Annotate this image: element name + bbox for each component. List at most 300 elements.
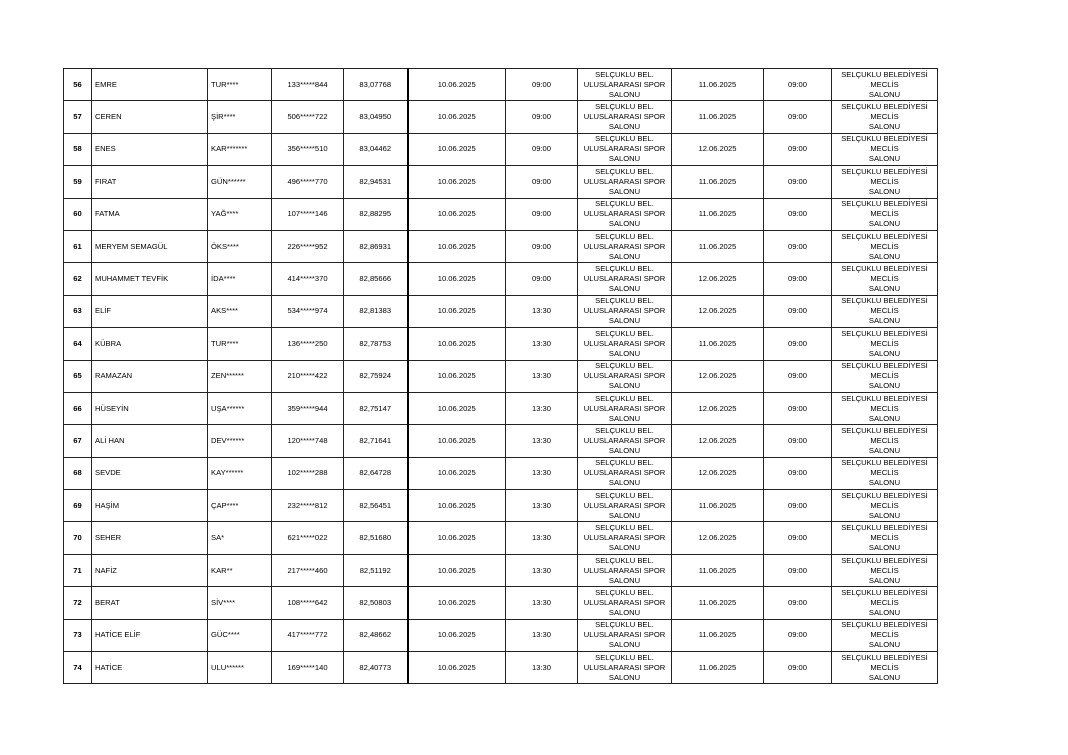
exam1-venue-line: SALONU xyxy=(608,154,641,164)
row-number: 63 xyxy=(64,295,92,327)
candidate-score: 82,81383 xyxy=(344,295,408,327)
table-row xyxy=(64,101,938,133)
exam2-venue-line: SALONU xyxy=(868,543,901,553)
exam1-venue-line: SELÇUKLU BEL. xyxy=(595,199,654,209)
exam1-date: 10.06.2025 xyxy=(408,328,506,360)
row-number: 58 xyxy=(64,133,92,165)
candidate-name: FATMA xyxy=(92,198,208,230)
candidate-score: 83,04950 xyxy=(344,101,408,133)
exam1-time: 13:30 xyxy=(506,619,578,651)
table-row xyxy=(64,133,938,165)
candidate-score: 82,88295 xyxy=(344,198,408,230)
exam2-date: 11.06.2025 xyxy=(672,198,764,230)
exam1-venue xyxy=(578,328,672,360)
exam2-venue-line: SALONU xyxy=(868,122,901,132)
candidate-name: HÜSEYİN xyxy=(92,392,208,424)
candidate-surname: TUR**** xyxy=(208,69,272,101)
exam2-venue-line: SALONU xyxy=(868,478,901,488)
candidate-score: 82,94531 xyxy=(344,166,408,198)
candidate-name: SEHER xyxy=(92,522,208,554)
exam2-time: 09:00 xyxy=(764,652,832,684)
exam1-venue-line: ULUSLARARASI SPOR xyxy=(583,403,666,413)
exam1-date: 10.06.2025 xyxy=(408,587,506,619)
exam1-time: 09:00 xyxy=(506,101,578,133)
exam1-venue-line: SALONU xyxy=(608,640,641,650)
table-row xyxy=(64,69,938,101)
exam2-venue-line: SALONU xyxy=(868,186,901,196)
exam1-venue-line: SALONU xyxy=(608,251,641,261)
exam2-venue-line: SALONU xyxy=(868,413,901,423)
exam1-venue-line: SALONU xyxy=(608,122,641,132)
candidate-name: EMRE xyxy=(92,69,208,101)
row-number: 61 xyxy=(64,230,92,262)
exam2-venue xyxy=(832,69,938,101)
row-number: 59 xyxy=(64,166,92,198)
row-number: 60 xyxy=(64,198,92,230)
table-row xyxy=(64,425,938,457)
exam1-venue-line: SALONU xyxy=(608,543,641,553)
exam2-date: 12.06.2025 xyxy=(672,360,764,392)
row-number: 72 xyxy=(64,587,92,619)
exam1-venue-line: ULUSLARARASI SPOR xyxy=(583,630,666,640)
exam1-time: 13:30 xyxy=(506,587,578,619)
row-number: 73 xyxy=(64,619,92,651)
candidate-id: 232*****812 xyxy=(272,490,344,522)
exam1-venue-line: SELÇUKLU BEL. xyxy=(595,328,654,338)
exam2-time: 09:00 xyxy=(764,328,832,360)
candidate-id: 356*****510 xyxy=(272,133,344,165)
candidate-name: ALİ HAN xyxy=(92,425,208,457)
exam1-venue-line: SELÇUKLU BEL. xyxy=(595,69,654,79)
exam2-venue xyxy=(832,133,938,165)
exam1-venue-line: SALONU xyxy=(608,510,641,520)
candidate-name: HATİCE xyxy=(92,652,208,684)
candidate-name: MUHAMMET TEVFİK xyxy=(92,263,208,295)
exam1-time: 13:30 xyxy=(506,652,578,684)
exam2-time: 09:00 xyxy=(764,133,832,165)
exam2-time: 09:00 xyxy=(764,263,832,295)
table-row xyxy=(64,166,938,198)
candidate-surname: DEV****** xyxy=(208,425,272,457)
table-row xyxy=(64,652,938,684)
candidate-id: 102*****288 xyxy=(272,457,344,489)
candidate-score: 82,50803 xyxy=(344,587,408,619)
exam1-venue-line: ULUSLARARASI SPOR xyxy=(583,338,666,348)
exam2-venue-line: SELÇUKLU BELEDİYESİ MECLİS xyxy=(841,458,928,478)
exam2-venue-line: SALONU xyxy=(868,672,901,682)
exam1-date: 10.06.2025 xyxy=(408,166,506,198)
exam2-date: 12.06.2025 xyxy=(672,263,764,295)
exam2-venue-line: SELÇUKLU BELEDİYESİ MECLİS xyxy=(841,523,928,543)
candidate-score: 82,64728 xyxy=(344,457,408,489)
exam2-date: 12.06.2025 xyxy=(672,392,764,424)
exam1-venue-line: SELÇUKLU BEL. xyxy=(595,458,654,468)
candidate-id: 136*****250 xyxy=(272,328,344,360)
exam1-venue-line: ULUSLARARASI SPOR xyxy=(583,597,666,607)
exam2-time: 09:00 xyxy=(764,392,832,424)
exam2-venue xyxy=(832,490,938,522)
exam2-venue xyxy=(832,295,938,327)
exam2-venue-line: SELÇUKLU BELEDİYESİ MECLİS xyxy=(841,425,928,445)
exam1-venue-line: SELÇUKLU BEL. xyxy=(595,296,654,306)
candidate-name: KÜBRA xyxy=(92,328,208,360)
table-row xyxy=(64,392,938,424)
exam2-venue-line: SALONU xyxy=(868,575,901,585)
exam1-venue xyxy=(578,652,672,684)
exam2-venue-line: SELÇUKLU BELEDİYESİ MECLİS xyxy=(841,361,928,381)
candidate-id: 210*****422 xyxy=(272,360,344,392)
exam1-venue-line: ULUSLARARASI SPOR xyxy=(583,274,666,284)
exam1-venue-line: SELÇUKLU BEL. xyxy=(595,134,654,144)
exam2-date: 11.06.2025 xyxy=(672,490,764,522)
exam1-time: 13:30 xyxy=(506,425,578,457)
exam2-venue-line: SELÇUKLU BELEDİYESİ MECLİS xyxy=(841,620,928,640)
candidate-score: 82,51192 xyxy=(344,554,408,586)
candidate-score: 82,85666 xyxy=(344,263,408,295)
candidate-name: HATİCE ELİF xyxy=(92,619,208,651)
exam1-venue-line: SALONU xyxy=(608,413,641,423)
candidate-table xyxy=(63,68,938,684)
exam1-venue-line: SALONU xyxy=(608,575,641,585)
exam2-time: 09:00 xyxy=(764,166,832,198)
candidate-surname: ÖKS**** xyxy=(208,230,272,262)
exam2-venue-line: SALONU xyxy=(868,251,901,261)
row-number: 69 xyxy=(64,490,92,522)
exam2-venue xyxy=(832,425,938,457)
table-row xyxy=(64,295,938,327)
candidate-id: 120*****748 xyxy=(272,425,344,457)
exam1-venue-line: SALONU xyxy=(608,219,641,229)
exam1-venue xyxy=(578,198,672,230)
row-number: 62 xyxy=(64,263,92,295)
exam1-venue-line: SALONU xyxy=(608,478,641,488)
row-number: 74 xyxy=(64,652,92,684)
exam2-venue-line: SALONU xyxy=(868,219,901,229)
candidate-id: 534*****974 xyxy=(272,295,344,327)
exam1-date: 10.06.2025 xyxy=(408,522,506,554)
exam1-venue-line: SELÇUKLU BEL. xyxy=(595,361,654,371)
candidate-id: 506*****722 xyxy=(272,101,344,133)
exam2-venue xyxy=(832,457,938,489)
table-row xyxy=(64,198,938,230)
exam1-date: 10.06.2025 xyxy=(408,554,506,586)
exam2-venue xyxy=(832,198,938,230)
exam1-venue-line: SELÇUKLU BEL. xyxy=(595,425,654,435)
exam2-venue-line: SELÇUKLU BELEDİYESİ MECLİS xyxy=(841,328,928,348)
candidate-score: 82,48662 xyxy=(344,619,408,651)
results-sheet xyxy=(63,68,938,684)
exam1-time: 09:00 xyxy=(506,69,578,101)
exam2-venue xyxy=(832,652,938,684)
candidate-name: RAMAZAN xyxy=(92,360,208,392)
exam1-venue-line: ULUSLARARASI SPOR xyxy=(583,662,666,672)
exam1-time: 13:30 xyxy=(506,457,578,489)
row-number: 67 xyxy=(64,425,92,457)
exam2-time: 09:00 xyxy=(764,360,832,392)
exam1-date: 10.06.2025 xyxy=(408,425,506,457)
table-row xyxy=(64,522,938,554)
exam1-venue xyxy=(578,101,672,133)
candidate-score: 82,86931 xyxy=(344,230,408,262)
exam2-time: 09:00 xyxy=(764,457,832,489)
candidate-surname: ZEN****** xyxy=(208,360,272,392)
exam1-venue-line: SALONU xyxy=(608,381,641,391)
exam2-time: 09:00 xyxy=(764,198,832,230)
exam1-time: 09:00 xyxy=(506,198,578,230)
exam1-time: 13:30 xyxy=(506,522,578,554)
exam2-venue xyxy=(832,554,938,586)
exam1-venue xyxy=(578,166,672,198)
exam2-venue-line: SELÇUKLU BELEDİYESİ MECLİS xyxy=(841,69,928,89)
exam1-venue-line: SELÇUKLU BEL. xyxy=(595,490,654,500)
exam1-venue-line: ULUSLARARASI SPOR xyxy=(583,241,666,251)
candidate-id: 621*****022 xyxy=(272,522,344,554)
row-number: 65 xyxy=(64,360,92,392)
candidate-name: ELİF xyxy=(92,295,208,327)
exam1-venue-line: SELÇUKLU BEL. xyxy=(595,166,654,176)
candidate-surname: KAR** xyxy=(208,554,272,586)
row-number: 66 xyxy=(64,392,92,424)
exam1-venue-line: SELÇUKLU BEL. xyxy=(595,587,654,597)
exam1-time: 09:00 xyxy=(506,133,578,165)
exam2-date: 12.06.2025 xyxy=(672,457,764,489)
exam2-venue xyxy=(832,166,938,198)
candidate-surname: KAR******* xyxy=(208,133,272,165)
table-row xyxy=(64,328,938,360)
candidate-id: 107*****146 xyxy=(272,198,344,230)
candidate-id: 108*****642 xyxy=(272,587,344,619)
candidate-surname: SA* xyxy=(208,522,272,554)
exam1-date: 10.06.2025 xyxy=(408,360,506,392)
exam2-date: 11.06.2025 xyxy=(672,587,764,619)
candidate-id: 414*****370 xyxy=(272,263,344,295)
row-number: 71 xyxy=(64,554,92,586)
exam1-date: 10.06.2025 xyxy=(408,295,506,327)
table-row xyxy=(64,457,938,489)
exam2-date: 11.06.2025 xyxy=(672,554,764,586)
exam2-venue xyxy=(832,328,938,360)
exam2-venue-line: SALONU xyxy=(868,640,901,650)
candidate-name: BERAT xyxy=(92,587,208,619)
candidate-id: 359*****944 xyxy=(272,392,344,424)
exam1-date: 10.06.2025 xyxy=(408,652,506,684)
exam1-venue xyxy=(578,457,672,489)
exam1-venue xyxy=(578,619,672,651)
table-row xyxy=(64,587,938,619)
exam2-venue-line: SELÇUKLU BELEDİYESİ MECLİS xyxy=(841,490,928,510)
exam1-venue-line: SELÇUKLU BEL. xyxy=(595,393,654,403)
row-number: 68 xyxy=(64,457,92,489)
exam1-venue-line: ULUSLARARASI SPOR xyxy=(583,176,666,186)
candidate-surname: SİV**** xyxy=(208,587,272,619)
exam1-venue-line: SALONU xyxy=(608,445,641,455)
candidate-score: 82,75147 xyxy=(344,392,408,424)
exam2-time: 09:00 xyxy=(764,101,832,133)
exam1-date: 10.06.2025 xyxy=(408,198,506,230)
exam1-venue-line: SELÇUKLU BEL. xyxy=(595,523,654,533)
exam1-time: 09:00 xyxy=(506,263,578,295)
exam1-venue xyxy=(578,133,672,165)
exam1-venue-line: SALONU xyxy=(608,186,641,196)
exam1-time: 09:00 xyxy=(506,166,578,198)
exam2-date: 11.06.2025 xyxy=(672,69,764,101)
exam1-venue xyxy=(578,69,672,101)
exam2-venue-line: SALONU xyxy=(868,89,901,99)
exam1-time: 13:30 xyxy=(506,328,578,360)
candidate-score: 83,07768 xyxy=(344,69,408,101)
exam1-venue-line: ULUSLARARASI SPOR xyxy=(583,79,666,89)
candidate-surname: ÇAP**** xyxy=(208,490,272,522)
candidate-surname: GÜN****** xyxy=(208,166,272,198)
exam1-venue-line: SALONU xyxy=(608,89,641,99)
exam1-venue xyxy=(578,425,672,457)
row-number: 70 xyxy=(64,522,92,554)
exam1-date: 10.06.2025 xyxy=(408,133,506,165)
exam2-venue-line: SELÇUKLU BELEDİYESİ MECLİS xyxy=(841,393,928,413)
exam1-venue-line: SELÇUKLU BEL. xyxy=(595,620,654,630)
exam2-date: 12.06.2025 xyxy=(672,522,764,554)
exam1-date: 10.06.2025 xyxy=(408,263,506,295)
candidate-id: 417*****772 xyxy=(272,619,344,651)
exam1-venue xyxy=(578,230,672,262)
candidate-surname: YAĞ**** xyxy=(208,198,272,230)
candidate-surname: ŞİR**** xyxy=(208,101,272,133)
exam1-venue-line: ULUSLARARASI SPOR xyxy=(583,565,666,575)
exam2-time: 09:00 xyxy=(764,554,832,586)
exam2-venue-line: SALONU xyxy=(868,445,901,455)
exam1-venue-line: SELÇUKLU BEL. xyxy=(595,652,654,662)
candidate-name: SEVDE xyxy=(92,457,208,489)
exam1-date: 10.06.2025 xyxy=(408,101,506,133)
exam2-venue xyxy=(832,101,938,133)
exam2-venue xyxy=(832,263,938,295)
exam2-venue xyxy=(832,587,938,619)
candidate-score: 82,51680 xyxy=(344,522,408,554)
exam2-venue xyxy=(832,230,938,262)
exam2-venue-line: SELÇUKLU BELEDİYESİ MECLİS xyxy=(841,652,928,672)
exam2-venue-line: SELÇUKLU BELEDİYESİ MECLİS xyxy=(841,231,928,251)
candidate-score: 82,40773 xyxy=(344,652,408,684)
candidate-surname: KAY****** xyxy=(208,457,272,489)
exam2-date: 12.06.2025 xyxy=(672,295,764,327)
candidate-surname: TUR**** xyxy=(208,328,272,360)
exam2-venue-line: SELÇUKLU BELEDİYESİ MECLİS xyxy=(841,199,928,219)
exam2-date: 12.06.2025 xyxy=(672,425,764,457)
candidate-surname: UŞA****** xyxy=(208,392,272,424)
table-row xyxy=(64,263,938,295)
exam2-date: 11.06.2025 xyxy=(672,328,764,360)
exam1-venue-line: ULUSLARARASI SPOR xyxy=(583,112,666,122)
exam1-venue-line: SALONU xyxy=(608,316,641,326)
table-row xyxy=(64,619,938,651)
exam2-date: 11.06.2025 xyxy=(672,166,764,198)
exam2-date: 11.06.2025 xyxy=(672,101,764,133)
exam1-date: 10.06.2025 xyxy=(408,230,506,262)
exam1-venue-line: ULUSLARARASI SPOR xyxy=(583,500,666,510)
exam2-venue-line: SALONU xyxy=(868,348,901,358)
exam1-date: 10.06.2025 xyxy=(408,490,506,522)
exam2-venue-line: SELÇUKLU BELEDİYESİ MECLİS xyxy=(841,587,928,607)
exam2-venue-line: SELÇUKLU BELEDİYESİ MECLİS xyxy=(841,555,928,575)
exam1-venue xyxy=(578,360,672,392)
candidate-id: 133*****844 xyxy=(272,69,344,101)
exam1-date: 10.06.2025 xyxy=(408,69,506,101)
exam1-time: 09:00 xyxy=(506,230,578,262)
exam2-venue-line: SELÇUKLU BELEDİYESİ MECLİS xyxy=(841,296,928,316)
exam1-venue-line: SALONU xyxy=(608,284,641,294)
exam1-venue xyxy=(578,490,672,522)
candidate-score: 82,75924 xyxy=(344,360,408,392)
exam1-venue xyxy=(578,522,672,554)
exam2-venue-line: SELÇUKLU BELEDİYESİ MECLİS xyxy=(841,264,928,284)
exam2-venue-line: SALONU xyxy=(868,316,901,326)
exam2-venue-line: SELÇUKLU BELEDİYESİ MECLİS xyxy=(841,102,928,122)
table-row xyxy=(64,360,938,392)
exam2-time: 09:00 xyxy=(764,490,832,522)
exam1-venue xyxy=(578,554,672,586)
exam2-time: 09:00 xyxy=(764,522,832,554)
candidate-name: ENES xyxy=(92,133,208,165)
exam1-time: 13:30 xyxy=(506,490,578,522)
exam1-venue-line: SELÇUKLU BEL. xyxy=(595,231,654,241)
candidate-name: NAFİZ xyxy=(92,554,208,586)
exam1-venue-line: ULUSLARARASI SPOR xyxy=(583,468,666,478)
exam2-venue-line: SALONU xyxy=(868,607,901,617)
exam2-venue-line: SELÇUKLU BELEDİYESİ MECLİS xyxy=(841,166,928,186)
exam1-venue-line: SELÇUKLU BEL. xyxy=(595,555,654,565)
candidate-name: MERYEM SEMAGÜL xyxy=(92,230,208,262)
exam1-venue-line: SALONU xyxy=(608,607,641,617)
candidate-score: 83,04462 xyxy=(344,133,408,165)
candidate-name: FIRAT xyxy=(92,166,208,198)
exam2-time: 09:00 xyxy=(764,69,832,101)
exam2-venue-line: SALONU xyxy=(868,154,901,164)
row-number: 64 xyxy=(64,328,92,360)
exam1-time: 13:30 xyxy=(506,295,578,327)
exam1-venue-line: SALONU xyxy=(608,672,641,682)
exam2-venue-line: SELÇUKLU BELEDİYESİ MECLİS xyxy=(841,134,928,154)
exam1-time: 13:30 xyxy=(506,392,578,424)
exam1-venue-line: ULUSLARARASI SPOR xyxy=(583,435,666,445)
candidate-id: 496*****770 xyxy=(272,166,344,198)
candidate-name: CEREN xyxy=(92,101,208,133)
exam1-venue xyxy=(578,392,672,424)
exam2-venue xyxy=(832,360,938,392)
exam1-venue-line: SELÇUKLU BEL. xyxy=(595,264,654,274)
exam2-venue-line: SALONU xyxy=(868,381,901,391)
exam1-venue xyxy=(578,587,672,619)
exam1-venue xyxy=(578,263,672,295)
exam1-venue xyxy=(578,295,672,327)
candidate-id: 169*****140 xyxy=(272,652,344,684)
exam1-venue-line: SELÇUKLU BEL. xyxy=(595,102,654,112)
exam1-date: 10.06.2025 xyxy=(408,457,506,489)
table-row xyxy=(64,490,938,522)
exam1-venue-line: ULUSLARARASI SPOR xyxy=(583,533,666,543)
exam1-venue-line: ULUSLARARASI SPOR xyxy=(583,209,666,219)
exam2-venue-line: SALONU xyxy=(868,510,901,520)
exam1-time: 13:30 xyxy=(506,360,578,392)
exam2-time: 09:00 xyxy=(764,425,832,457)
exam2-venue-line: SALONU xyxy=(868,284,901,294)
candidate-name: HAŞİM xyxy=(92,490,208,522)
candidate-surname: GÜC**** xyxy=(208,619,272,651)
candidate-surname: ULU****** xyxy=(208,652,272,684)
exam1-venue-line: ULUSLARARASI SPOR xyxy=(583,144,666,154)
exam2-venue xyxy=(832,522,938,554)
exam2-date: 11.06.2025 xyxy=(672,652,764,684)
row-number: 57 xyxy=(64,101,92,133)
